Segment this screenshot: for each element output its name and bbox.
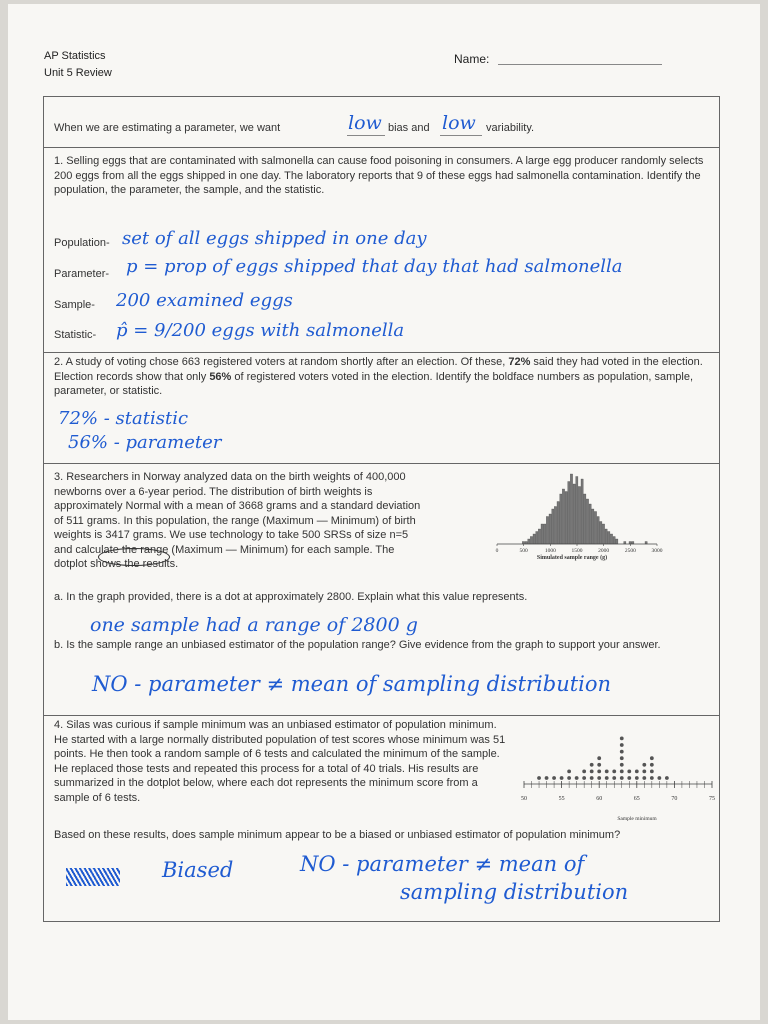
dotplot-point [650,756,654,760]
histogram-bar [581,479,583,544]
range-histogram [492,466,670,572]
question-3-box [43,464,720,716]
pen-circle [98,548,170,566]
parameter-label: Parameter- [54,268,110,280]
dotplot-tick-label: 75 [709,796,715,802]
histogram-bar [546,517,548,545]
question-4-answer-line-1: NO - parameter ≠ mean of [300,852,585,876]
dotplot-point [650,776,654,780]
dotplot-point [657,776,661,780]
histogram-bar [536,532,538,545]
histogram-bar [541,524,543,544]
scribble-mark [66,868,120,886]
histogram-bar [608,532,610,545]
dotplot-point [552,776,556,780]
histogram-bar [562,489,564,544]
question-3-text: 3. Researchers in Norway analyzed data on the birth weights of 400,000 newborns over a 6-year period. The distribution of birth weights is approximately Normal with a mean of 3668 grams and a standard deviation of 511 grams. In this population, the range (Maximum — Minimum) of birth weights is 3417 grams. We use technology to take 500 SRSs of size n=5 and calculate the range (Maximum — Minimum) for each sample. The dotplot shows the results. [54,471,421,570]
dotplot-tick-label: 70 [671,796,678,802]
dotplot-point [582,770,586,774]
sample-answer: 200 examined eggs [116,290,293,311]
question-2-answer-2: 56% - parameter [68,432,222,453]
histogram-bar [557,502,559,545]
dotplot-point [627,776,631,780]
histogram-bar [586,499,588,544]
dotplot-point [567,776,571,780]
dotplot-tick-label: 60 [596,796,603,802]
dotplot-point [560,776,564,780]
population-label: Population- [54,237,110,249]
histogram-bar [549,514,551,544]
histogram-tick-label: 2000 [598,548,610,554]
worksheet-page [8,4,760,1020]
histogram-bar [538,529,540,544]
histogram-bar [565,492,567,545]
dotplot-point [665,776,669,780]
dotplot-point [642,770,646,774]
histogram-tick-label: 2500 [624,548,636,554]
question-3-part-a: a. In the graph provided, there is a dot at approximately 2800. Explain what this value represents. [54,591,528,603]
dotplot-point [650,763,654,767]
question-2-box [43,353,720,464]
dotplot-point [612,776,616,780]
blank-line [440,135,482,136]
dotplot-point [590,770,594,774]
dotplot-point [597,776,601,780]
dotplot-point [590,763,594,767]
dotplot-point [620,756,624,760]
dotplot-point [545,776,549,780]
question-2-text-c: of registered voters voted in the election. Identify the boldface numbers as population, sample, parameter, or statistic. [54,370,694,397]
question-2-text-b: said they had voted in the election. Election records show that only [54,356,703,383]
unit-title: Unit 5 Review [44,67,112,79]
statistic-label: Statistic- [54,329,97,341]
histogram-tick-label: 1500 [571,548,583,554]
dotplot-point [575,776,579,780]
dotplot-point [650,770,654,774]
histogram-bar [610,534,612,544]
intro-text-before: When we are estimating a parameter, we want [54,122,281,134]
question-2-text [54,355,709,399]
dotplot-point [627,770,631,774]
dotplot-point [620,743,624,747]
histogram-bar [528,539,530,544]
dotplot-tick-label: 65 [633,796,640,802]
statistic-answer: p̂ = 9/200 eggs with salmonella [116,320,405,341]
name-label: Name: [454,52,490,66]
bold-number-72: 72% [508,356,531,368]
histogram-bar [573,484,575,544]
histogram-bar [592,509,594,544]
histogram-bar [568,482,570,545]
dotplot-point [620,776,624,780]
question-1-box [43,148,720,353]
histogram-bar [578,487,580,545]
dotplot-point [567,770,571,774]
question-1-text: 1. Selling eggs that are contaminated with salmonella can cause food poisoning in consumers. A large egg producer randomly selects 200 eggs from all the eggs shipped in one day. The laboratory reports that 9 of these eggs had salmonella contamination. Identify the population, the parameter, the sample, and the statistic. [54,155,704,196]
histogram-bar [616,539,618,544]
histogram-tick-label: 0 [495,548,499,554]
histogram-bar [560,494,562,544]
histogram-tick-label: 1000 [544,548,556,554]
dotplot-point [635,776,639,780]
dotplot-point [590,776,594,780]
histogram-bar [530,537,532,545]
blank-line [347,135,385,136]
histogram-bar [589,504,591,544]
question-4-box [43,716,720,922]
intro-box [43,96,720,148]
dotplot-xlabel: Sample minimum [617,816,657,822]
histogram-bar [584,494,586,544]
histogram-bar [613,537,615,545]
name-line[interactable] [498,64,662,65]
course-title: AP Statistics [44,50,106,62]
dotplot-point [642,776,646,780]
question-4-answer-biased: Biased [162,858,234,882]
histogram-bar [594,512,596,545]
dotplot-point [620,763,624,767]
histogram-bar [602,524,604,544]
histogram-bar [597,517,599,545]
question-4-question: Based on these results, does sample minimum appear to be a biased or unbiased estimator of population minimum? [54,829,621,841]
dotplot-point [620,737,624,741]
dotplot-point [620,750,624,754]
histogram-bar [605,529,607,544]
population-answer: set of all eggs shipped in one day [122,228,427,249]
dotplot-point [620,770,624,774]
intro-text-middle: bias and [388,122,430,134]
dotplot-point [582,776,586,780]
histogram-bar [576,477,578,545]
histogram-tick-label: 500 [519,548,528,554]
intro-answer-bias: low [348,112,382,134]
intro-text-after: variability. [486,122,535,134]
histogram-bar [554,507,556,545]
histogram-tick-label: 3000 [651,548,663,554]
histogram-bar [544,524,546,544]
dotplot-tick-label: 55 [558,796,565,802]
minimum-dotplot [516,716,716,824]
intro-answer-variability: low [442,112,476,134]
histogram-bar [570,474,572,544]
histogram-bar [552,509,554,544]
parameter-answer: p = prop of eggs shipped that day that had salmonella [126,256,623,277]
histogram-bar [600,522,602,545]
dotplot-point [537,776,541,780]
dotplot-point [642,763,646,767]
sample-label: Sample- [54,299,95,311]
dotplot-point [597,763,601,767]
dotplot-point [605,776,609,780]
dotplot-point [635,770,639,774]
histogram-bar [533,534,535,544]
histogram-xlabel: Simulated sample range (g) [536,555,608,561]
dotplot-point [597,756,601,760]
bold-number-56: 56% [209,370,232,383]
question-3-answer-b: NO - parameter ≠ mean of sampling distribution [92,672,612,696]
dotplot-point [597,770,601,774]
question-3-answer-a: one sample had a range of 2800 g [90,614,418,636]
dotplot-point [605,770,609,774]
question-3-part-b: b. Is the sample range an unbiased estimator of the population range? Give evidence from the graph to support your answer. [54,639,661,651]
question-2-text-a: 2. A study of voting chose 663 registered voters at random shortly after an election. Of these, [54,356,506,368]
question-2-answer-1: 72% - statistic [58,408,189,429]
dotplot-point [612,770,616,774]
dotplot-tick-label: 50 [521,796,527,802]
question-4-text: 4. Silas was curious if sample minimum was an unbiased estimator of population minimum. He started with a large normally distributed population of test scores whose minimum was 51 points. He then took a random sample of 6 tests and calculated the minimum of the sample. He replaced those tests and repeated this process for a total of 40 trials. His results are summarized in the dotplot below, where each dot represents the minimum score from a sample of 6 tests. [54,719,506,804]
question-4-answer-line-2: sampling distribution [400,880,629,904]
